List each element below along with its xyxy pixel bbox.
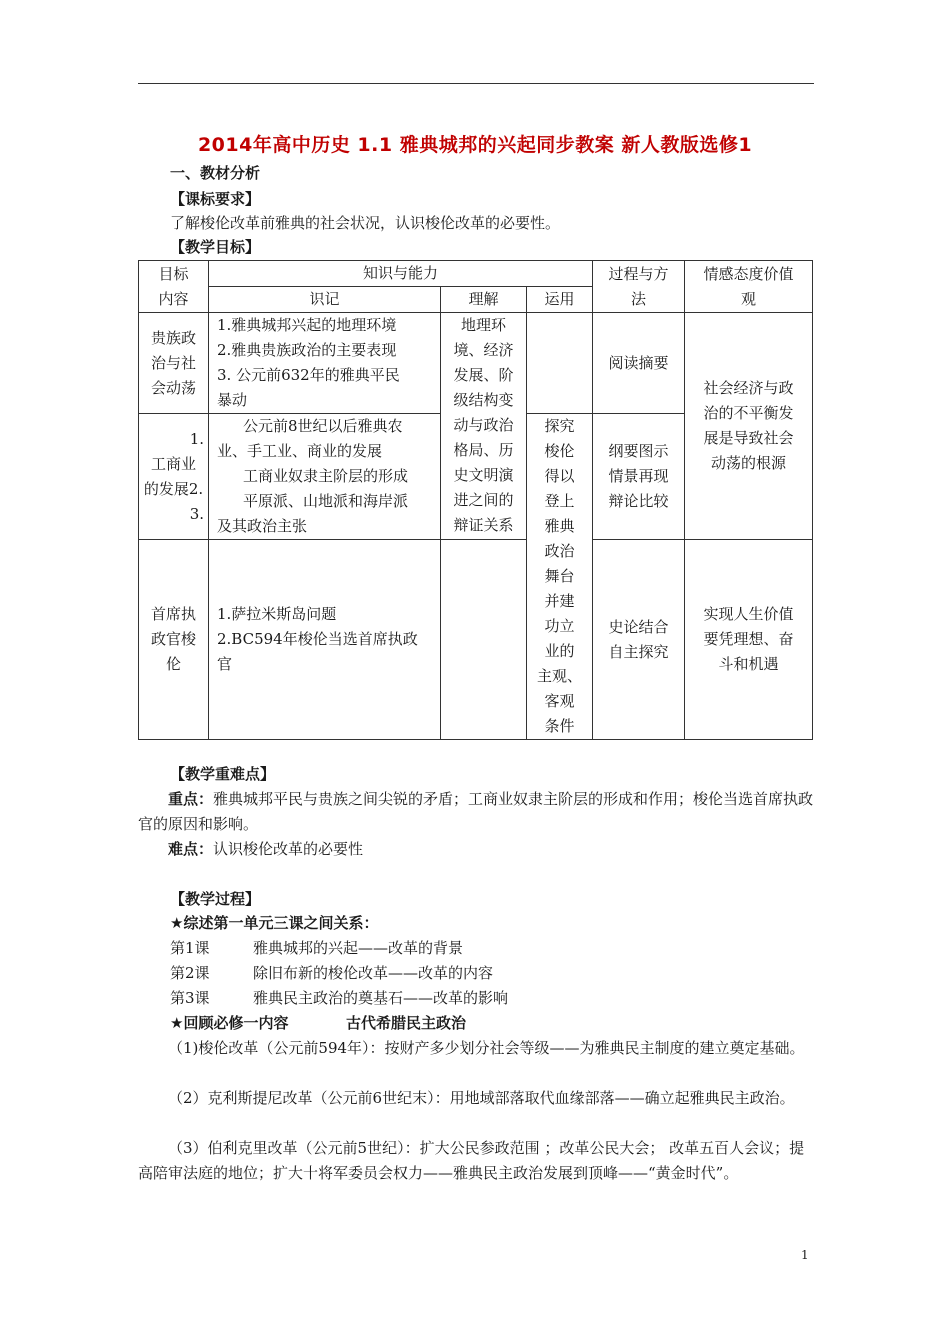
lesson-2-num: 第2课 (170, 964, 210, 982)
reform-2: （2）克利斯提尼改革（公元前6世纪末）：用地域部落取代血缘部落——确立起雅典民主政治。 (168, 1089, 795, 1107)
objectives-heading: 【教学目标】 (170, 238, 261, 256)
row1-process: 阅读摘要 (593, 313, 685, 414)
understand-merged: 地理环 境、经济 发展、阶 级结构变 动与政治 格局、历 史文明演 进之间的 辩证关系 (441, 313, 527, 540)
row3-understand (441, 540, 527, 740)
row1-content: 贵族政 治与社 会动荡 (139, 313, 209, 414)
row2-process: 纲要图示 情景再现 辩论比较 (593, 414, 685, 540)
section-heading: 一、教材分析 (170, 164, 261, 182)
lesson-3-num: 第3课 (170, 989, 210, 1007)
objectives-table (138, 260, 813, 740)
row2-recall: 公元前8世纪以后雅典农 业、手工业、商业的发展 工商业奴隶主阶层的形成 平原派、山地派和海岸派 及其政治主张 (209, 414, 441, 540)
header-rule (138, 83, 814, 84)
curriculum-text: 了解梭伦改革前雅典的社会状况，认识梭伦改革的必要性。 (170, 214, 561, 232)
header-emotion-values: 情感态度价值 观 (685, 261, 813, 313)
header-apply: 运用 (527, 287, 593, 313)
reform-1: （1)梭伦改革（公元前594年）：按财产多少划分社会等级——为雅典民主制度的建立奠定基础。 (168, 1039, 805, 1057)
row3-process: 史论结合 自主探究 (593, 540, 685, 740)
key-points-heading: 【教学重难点】 (170, 765, 276, 783)
document-title: 2014年高中历史 1.1 雅典城邦的兴起同步教案 新人教版选修1 (197, 134, 753, 156)
lesson-3-text: 雅典民主政治的奠基石——改革的影响 (253, 989, 509, 1007)
row3-recall: 1.萨拉米斯岛问题 2.BC594年梭伦当选首席执政 官 (209, 540, 441, 740)
reform-3: （3）伯利克里改革（公元前5世纪）：扩大公民参政范围 ；改革公民大会； 改革五百人会议；提高陪审法庭的地位；扩大十将军委员会权力——雅典民主政治发展到顶峰——“黄金时代”。 (138, 1139, 805, 1182)
row1-apply (527, 313, 593, 414)
summary-heading: ★综述第一单元三课之间关系： (170, 914, 379, 932)
lesson-1-num: 第1课 (170, 939, 210, 957)
lesson-1-text: 雅典城邦的兴起——改革的背景 (253, 939, 464, 957)
row3-emotion: 实现人生价值 要凭理想、奋 斗和机遇 (685, 540, 813, 740)
emotion-merged: 社会经济与政 治的不平衡发 展是导致社会 动荡的根源 (685, 313, 813, 540)
header-target-content: 目标 内容 (139, 261, 209, 313)
difficult-point-paragraph (138, 837, 816, 862)
curriculum-heading: 【课标要求】 (170, 190, 261, 208)
key-label: 重点： (168, 790, 214, 808)
page-number: 1 (801, 1248, 809, 1262)
row3-content: 首席执 政官梭 伦 (139, 540, 209, 740)
key-point-paragraph (138, 787, 816, 837)
lesson-2-text: 除旧布新的梭伦改革——改革的内容 (253, 964, 494, 982)
review-heading: ★回顾必修一内容 (170, 1014, 289, 1032)
difficult-text: 认识梭伦改革的必要性 (213, 840, 364, 858)
row1-recall: 1.雅典城邦兴起的地理环境 2.雅典贵族政治的主要表现 3. 公元前632年的雅典平民 暴动 (209, 313, 441, 414)
row2-content: 1. 工商业 的发展2. 3. (139, 414, 209, 540)
process-heading: 【教学过程】 (170, 890, 261, 908)
header-understand: 理解 (441, 287, 527, 313)
difficult-label: 难点： (168, 840, 214, 858)
header-process-method: 过程与方 法 (593, 261, 685, 313)
header-knowledge-ability: 知识与能力 (209, 261, 593, 287)
review-topic: 古代希腊民主政治 (346, 1014, 467, 1032)
key-text: 雅典城邦平民与贵族之间尖锐的矛盾；工商业奴隶主阶层的形成和作用；梭伦当选首席执政官的原因和影响。 (138, 790, 814, 833)
header-recall: 识记 (209, 287, 441, 313)
apply-merged: 探究 梭伦 得以 登上 雅典 政治 舞台 并建 功立 业的 主观、 客观 条件 (527, 414, 593, 740)
